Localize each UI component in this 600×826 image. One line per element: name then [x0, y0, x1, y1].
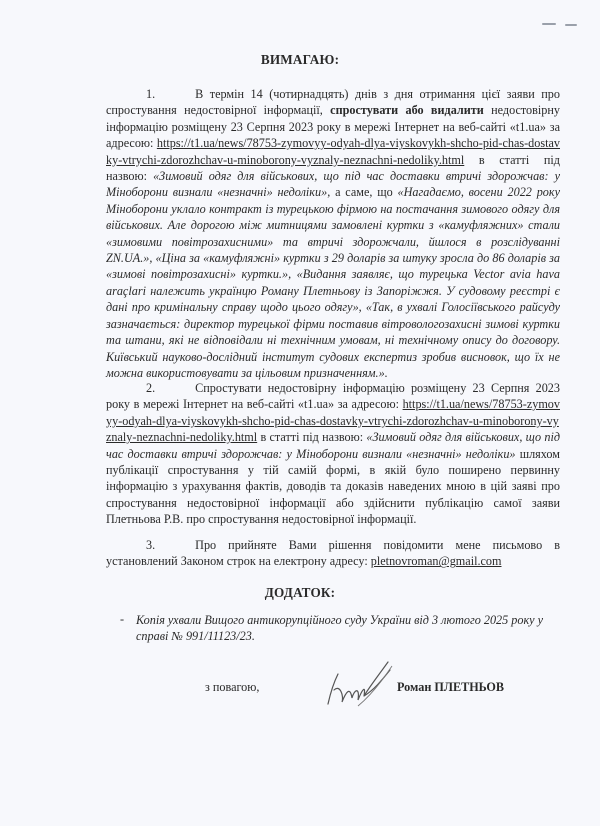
scan-artifact [565, 24, 577, 26]
email-link[interactable]: pletnovroman@gmail.com [370, 554, 502, 569]
annex-heading: ДОДАТОК: [264, 585, 336, 600]
closing-text: з повагою, [205, 680, 260, 694]
signer-name: Роман ПЛЕТНЬОВ [397, 680, 505, 694]
item-text: в статті під назвою: [106, 152, 560, 184]
item-number: 2. [146, 381, 156, 395]
signature-row [0, 676, 600, 716]
item-text: в статті під назвою: [257, 430, 367, 445]
article-link[interactable]: https://t1.ua/news/78753-zymovyy-odyah-dlya-viyskovykh-shcho-pid-chas-dostavky-vtrychi-zdorozhchav-u-minoborony-vyznaly-neznachni-nedoliky.html [106, 397, 560, 445]
item-number: 3. [146, 538, 156, 552]
item-text: В термін 14 (чотирнадцять) днів з дня отримання цієї заяви про спростування недостовірної інформації, [106, 87, 560, 118]
demand-item-2 [106, 380, 560, 528]
demand-item-3 [106, 537, 560, 570]
item-text: Спростувати недостовірну інформацію розміщену 23 Серпня 2023 року в мережі Інтернет на веб-сайті «t1.ua» за адресою: [106, 381, 560, 412]
demand-heading: ВИМАГАЮ: [260, 52, 340, 67]
article-quote: «Нагадаємо, восени 2022 року Міноборони уклало контракт із турецькою фірмою на постачання зимового одягу для військових. Але дорогою між митницями замовлені куртки з «камуфляжних» стали «зимовими повітрозахисними» та втричі здорожчали, йшлося в розслідуванні ZN.UA.», «Ціна за «камуфляжні» куртки з 29 доларів за штуку зросла до 86 доларів за «зимові повітрозахисні» куртки.», «Видання заявляє, що турецька Vector avia hava araçlari належить українцю Роману Плетньову із Запоріжжя. У судовому реєстрі є дані про кримінальну справу щодо цього одягу», «Так, в ухвалі Голосіївського райсуду зазначається: директор турецької фірми поставив вітровологозахисні зимові куртки та штани, які не відповідали ні технічним умовам, ні технічному опису до договору. Київський науково-дослідний інститут судових експертиз зробив висновок, що їх не можна використовувати за цільовим призначенням.». [106, 185, 560, 380]
scan-artifact [542, 23, 556, 25]
article-link[interactable]: https://t1.ua/news/78753-zymovyy-odyah-dlya-viyskovykh-shcho-pid-chas-dostavky-vtrychi-zdorozhchav-u-minoborony-vyznaly-neznachni-nedoliky.html [106, 136, 560, 167]
article-title: «Зимовий одяг для військових, що під час доставки втричі здорожчав: у Міноборони визнали «незначні» недоліки» [106, 169, 560, 200]
annex-bullet: - [120, 612, 125, 626]
item-bold-text: спростувати або видалити [330, 103, 484, 118]
item-number: 1. [146, 87, 156, 101]
item-text: Про прийняте Вами рішення повідомити мене письмово в установлений Законом строк на електрону адресу: [106, 538, 560, 569]
annex-item: Копія ухвали Вищого антикорупційного суду України від 3 лютого 2025 року у справі № 991/11123/23. [136, 613, 544, 643]
article-title: «Зимовий одяг для військових, що під час доставки втричі здорожчав: у Міноборони визнали «незначні» недоліки» [106, 430, 560, 461]
handwritten-signature [318, 656, 408, 716]
item-text: шляхом публікації спростування у тій самій формі, в якій було поширено первинну інформацію з урахування фактів, доводів та доказів наведених мною в цій заяві про спростування недостовірної інформації або здійснити публікацію самої заяви Плетньова Р.В. про спростування недостовірної інформації. [106, 446, 560, 527]
demand-item-1 [106, 86, 560, 381]
item-text: недостовірну інформацію розміщену 23 Серпня 2023 року в мережі Інтернет на веб-сайті «t1.ua» за адресою: [106, 103, 560, 151]
item-text: , а саме, що [327, 185, 398, 200]
